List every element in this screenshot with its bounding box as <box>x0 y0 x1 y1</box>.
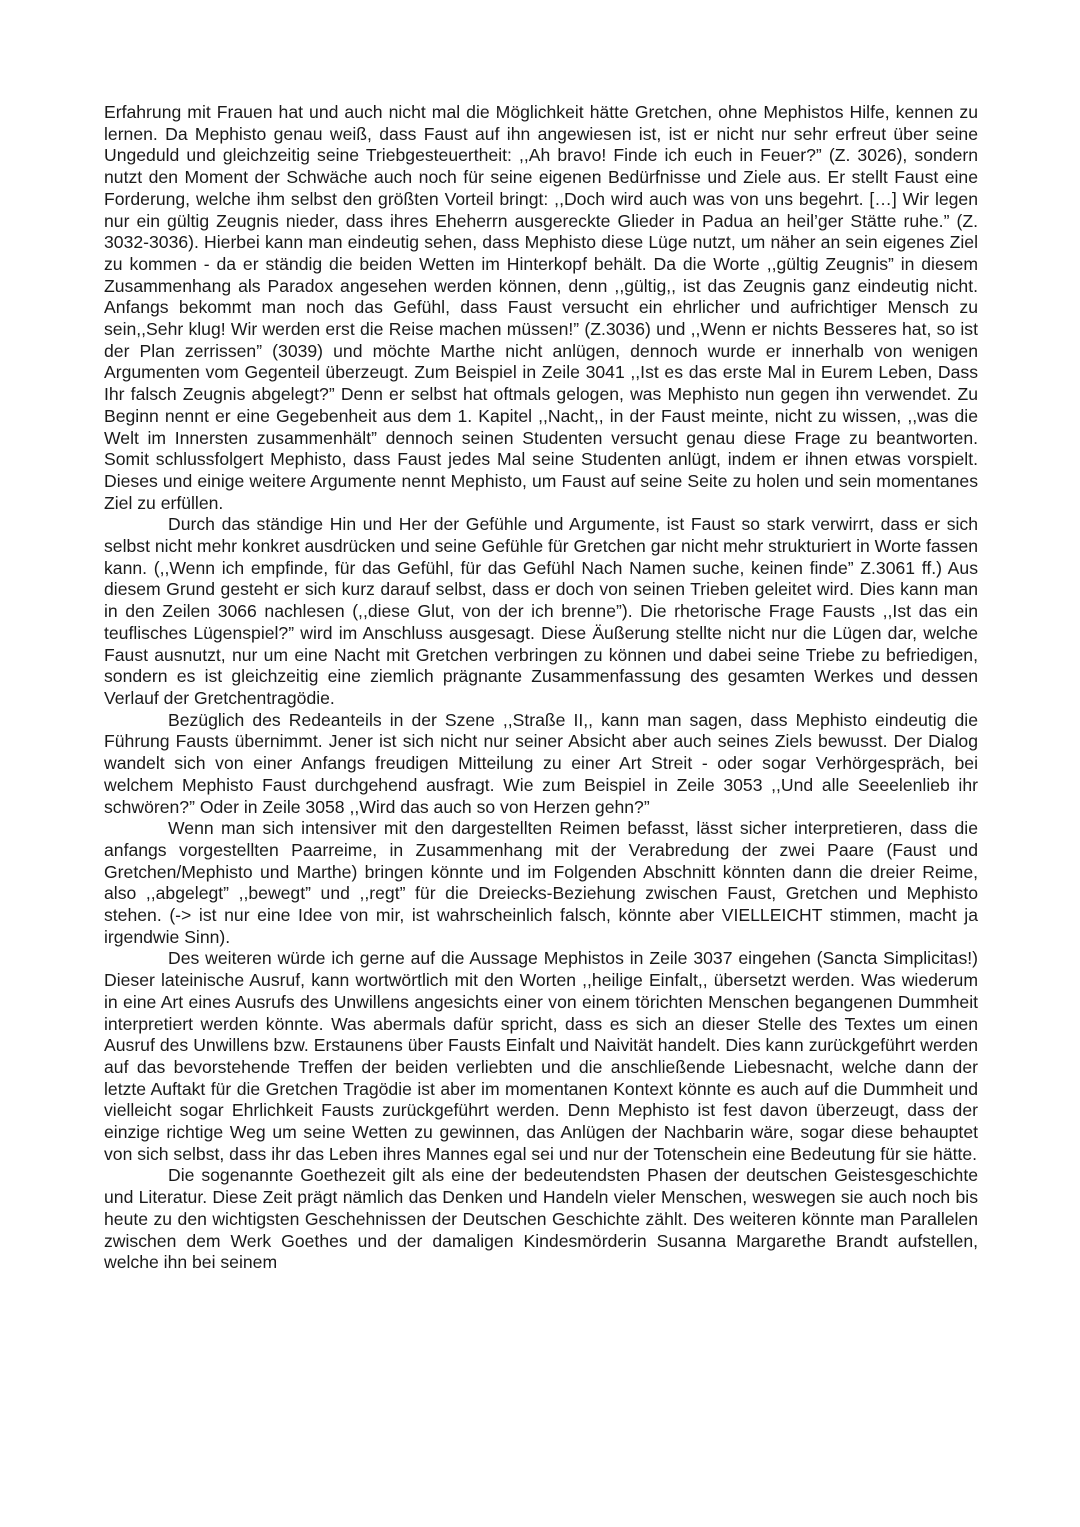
paragraph: Des weiteren würde ich gerne auf die Aussage Mephistos in Zeile 3037 eingehen (Sancta Simplicitas!) Dieser lateinische Ausruf, kann wortwörtlich mit den Worten ,,heilige Einfalt,, übersetzt werden. Was wiederum in eine Art eines Ausrufs des Unwillens angesichts einer von einem törichten Menschen begangenen Dummheit interpretiert werden könnte. Was abermals dafür spricht, dass es sich an dieser Stelle des Textes um einen Ausruf des Unwillens bzw. Erstaunens über Fausts Einfalt und Naivität handelt. Dies kann zurückgeführt werden auf das bevorstehende Treffen der beiden verliebten und die anschließende Liebesnacht, welche dann der letzte Auftakt für die Gretchen Tragödie ist aber im momentanen Kontext könnte es auch auf die Dummheit und vielleicht sogar Ehrlichkeit Fausts zurückgeführt werden. Denn Mephisto ist fest davon überzeugt, dass der einzige richtige Weg um seine Wetten zu gewinnen, das Anlügen der Nachbarin wäre, sogar diese behauptet von sich selbst, dass ihr das Leben ihres Mannes egal sei und nur der Totenschein eine Bedeutung für sie hätte. <box>104 948 978 1164</box>
paragraph: Durch das ständige Hin und Her der Gefühle und Argumente, ist Faust so stark verwirrt, dass er sich selbst nicht mehr konkret ausdrücken und seine Gefühle für Gretchen gar nicht mehr strukturiert in Worte fassen kann. (,,Wenn ich empfinde, für das Gefühl, für das Gefühl Nach Namen suche, keinen finde” Z.3061 ff.) Aus diesem Grund gesteht er sich kurz darauf selbst, dass er doch von seinen Trieben geleitet wird. Dies kann man in den Zeilen 3066 nachlesen (,,diese Glut, von der ich brenne”). Die rhetorische Frage Fausts ,,Ist das ein teuflisches Lügenspiel?” wird im Anschluss ausgesagt. Diese Äußerung stellte nicht nur die Lügen dar, welche Faust ausnutzt, nur um eine Nacht mit Gretchen verbringen zu können und dabei seine Triebe zu befriedigen, sondern es ist gleichzeitig eine ziemlich prägnante Zusammenfassung des gesamten Werkes und dessen Verlauf der Gretchentragödie. <box>104 514 978 708</box>
paragraph: Die sogenannte Goethezeit gilt als eine der bedeutendsten Phasen der deutschen Geistesgeschichte und Literatur. Diese Zeit prägt nämlich das Denken und Handeln vieler Menschen, weswegen sie auch noch bis heute zu den wichtigsten Geschehnissen der Deutschen Geschichte zählt. Des weiteren könnte man Parallelen zwischen dem Werk Goethes und der damaligen Kindesmörderin Susanna Margarethe Brandt aufstellen, welche ihn bei seinem <box>104 1165 978 1273</box>
paragraph: Wenn man sich intensiver mit den dargestellten Reimen befasst, lässt sicher interpretieren, dass die anfangs vorgestellten Paarreime, in Zusammenhang mit der Verabredung der zwei Paare (Faust und Gretchen/Mephisto und Marthe) bringen könnte und im Folgenden Abschnitt könnten dann die dreier Reime, also ,,abgelegt” ,,bewegt” und ,,regt” für die Dreiecks-Beziehung zwischen Faust, Gretchen und Mephisto stehen. (-> ist nur eine Idee von mir, ist wahrscheinlich falsch, könnte aber VIELLEICHT stimmen, macht ja irgendwie Sinn). <box>104 818 978 947</box>
paragraph: Erfahrung mit Frauen hat und auch nicht mal die Möglichkeit hätte Gretchen, ohne Mephistos Hilfe, kennen zu lernen. Da Mephisto genau weiß, dass Faust auf ihn angewiesen ist, ist er nicht nur sehr erfreut über seine Ungeduld und gleichzeitig seine Triebgesteuertheit: ,,Ah bravo! Finde ich euch in Feuer?” (Z. 3026), sondern nutzt den Moment der Schwäche auch noch für seine eigenen Bedürfnisse und Ziele aus. Er stellt Faust eine Forderung, welche ihm selbst den größten Vorteil bringt: ,,Doch wird auch was von uns begehrt. […] Wir legen nur ein gültig Zeugnis nieder, dass ihres Eheherrn ausgereckte Glieder in Padua an heil’ger Stätte ruhe.” (Z. 3032-3036). Hierbei kann man eindeutig sehen, dass Mephisto diese Lüge nutzt, um näher an sein eigenes Ziel zu kommen - da er ständig die beiden Wetten im Hinterkopf behält. Da die Worte ,,gültig Zeugnis” in diesem Zusammenhang als Paradox angesehen werden können, denn ,,gültig,, ist das Zeugnis ganz eindeutig nicht. Anfangs bekommt man noch das Gefühl, dass Faust versucht ein ehrlicher und aufrichtiger Mensch zu sein,,Sehr klug! Wir werden erst die Reise machen müssen!” (Z.3036) und ,,Wenn er nichts Besseres hat, so ist der Plan zerrissen” (3039) und möchte Marthe nicht anlügen, dennoch wurde er innerhalb von wenigen Argumenten vom Gegenteil überzeugt. Zum Beispiel in Zeile 3041 ,,Ist es das erste Mal in Eurem Leben, Dass Ihr falsch Zeugnis abgelegt?” Denn er selbst hat oftmals gelogen, was Mephisto nun gegen ihn verwendet. Zu Beginn nennt er eine Gegebenheit aus dem 1. Kapitel ,,Nacht,, in der Faust meinte, nicht zu wissen, ,,was die Welt im Innersten zusammenhält” dennoch seinen Studenten versucht genau diese Frage zu beantworten. Somit schlussfolgert Mephisto, dass Faust jedes Mal seine Studenten anlügt, indem er ihnen etwas vorspielt. Dieses und einige weitere Argumente nennt Mephisto, um Faust auf seine Seite zu holen und sein momentanes Ziel zu erfüllen. <box>104 102 978 513</box>
document-page <box>104 102 978 1274</box>
paragraph: Bezüglich des Redeanteils in der Szene ,,Straße II,, kann man sagen, dass Mephisto eindeutig die Führung Fausts übernimmt. Jener ist sich nicht nur seiner Absicht aber auch seines Ziels bewusst. Der Dialog wandelt sich von einer Anfangs freudigen Mitteilung zu einer Art Streit - oder sogar Verhörgespräch, bei welchem Mephisto Faust durchgehend ausfragt. Wie zum Beispiel in Zeile 3053 ,,Und alle Seeelenlieb ihr schwören?” Oder in Zeile 3058 ,,Wird das auch so von Herzen gehn?” <box>104 709 978 817</box>
